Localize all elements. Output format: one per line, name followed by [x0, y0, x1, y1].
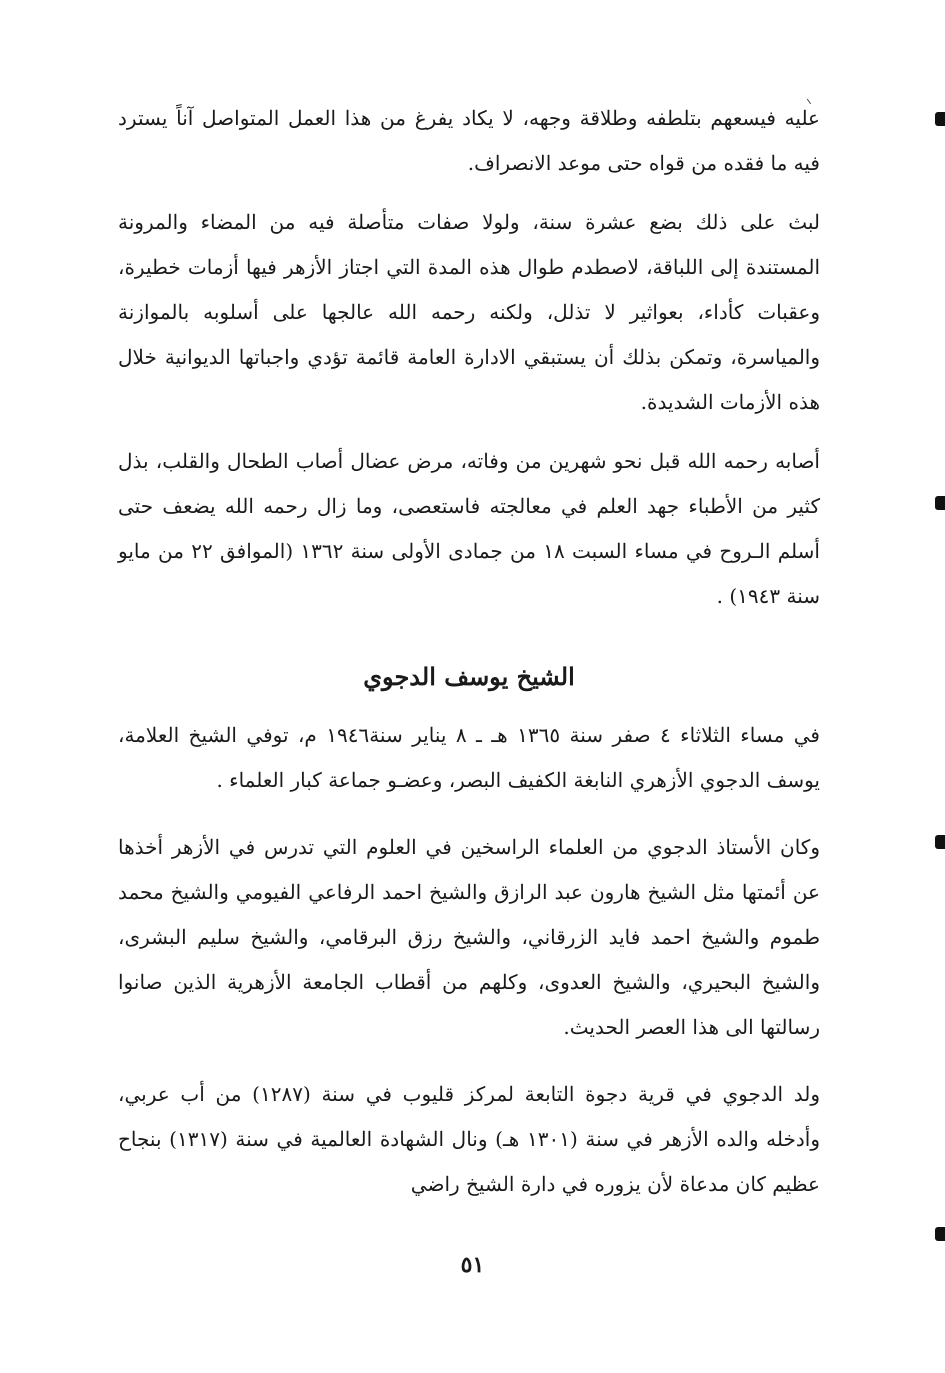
- binding-mark: [935, 1227, 945, 1241]
- binding-mark: [935, 835, 945, 849]
- paragraph-teachers: وكان الأستاذ الدجوي من العلماء الراسخين في العلوم التي تدرس في الأزهر أخذها عن أئمتها مثل الشيخ هارون عبد الرازق والشيخ احمد الرفاعي الفيومي والشيخ محمد طموم والشيخ احمد فايد الزرقاني، والشيخ رزق البرقامي، والشيخ سليم البشرى، والشيخ البحيري، والشيخ العدوى، وكلهم من أقطاب الجامعة الأزهرية الذين صانوا رسالتها الى هذا العصر الحديث.: [118, 835, 820, 1039]
- page-number: ٥١: [460, 1252, 485, 1278]
- paragraph-tenure: لبث على ذلك بضع عشرة سنة، ولولا صفات متأصلة فيه من المضاء والمرونة المستندة إلى اللباقة، لاصطدم طوال هذه المدة التي اجتاز الأزهر فيها أزمات خطيرة، وعقبات كأداء، بعواثير لا تذلل، ولكنه رحمه الله عالجها على أسلوبه بالموازنة والمياسرة، وتمكن بذلك أن يستبقي الادارة العامة قائمة تؤدي واجباتها الديوانية خلال هذه الأزمات الشديدة.: [118, 210, 820, 414]
- paragraph-birth-education: ولد الدجوي في قرية دجوة التابعة لمركز قليوب في سنة (١٢٨٧) من أب عربي، وأدخله والده الأزهر في سنة (١٣٠١ هـ) ونال الشهادة العالمية في سنة (١٣١٧) بنجاح عظيم كان مدعاة لأن يزوره في دارة الشيخ راضي: [118, 1082, 821, 1196]
- section-heading: الشيخ يوسف الدجوي: [363, 662, 575, 691]
- binding-mark: [935, 112, 945, 126]
- paragraph-continuation: عليه فيسعهم بتلطفه وطلاقة وجهه، لا يكاد يفرغ من هذا العمل المتواصل آناً يسترد فيه ما فقده من قواه حتى موعد الانصراف.: [118, 106, 820, 175]
- paragraph-death-announcement: في مساء الثلاثاء ٤ صفر سنة ١٣٦٥ هـ ـ ٨ يناير سنة١٩٤٦ م، توفي الشيخ العلامة، يوسف الدجوي الأزهري النابغة الكفيف البصر، وعضـو جماعة كبار العلماء .: [118, 723, 820, 792]
- paragraph-illness-death: أصابه رحمه الله قبل نحو شهرين من وفاته، مرض عضال أصاب الطحال والقلب، بذل كثير من الأطباء جهد العلم في معالجته فاستعصى، وما زال رحمه الله يضعف حتى أسلم الـروح في مساء السبت ١٨ من جمادى الأولى سنة ١٣٦٢ (الموافق ٢٢ من مايو سنة ١٩٤٣) .: [118, 449, 820, 608]
- page-body: [118, 96, 820, 1207]
- binding-mark: [935, 496, 945, 510]
